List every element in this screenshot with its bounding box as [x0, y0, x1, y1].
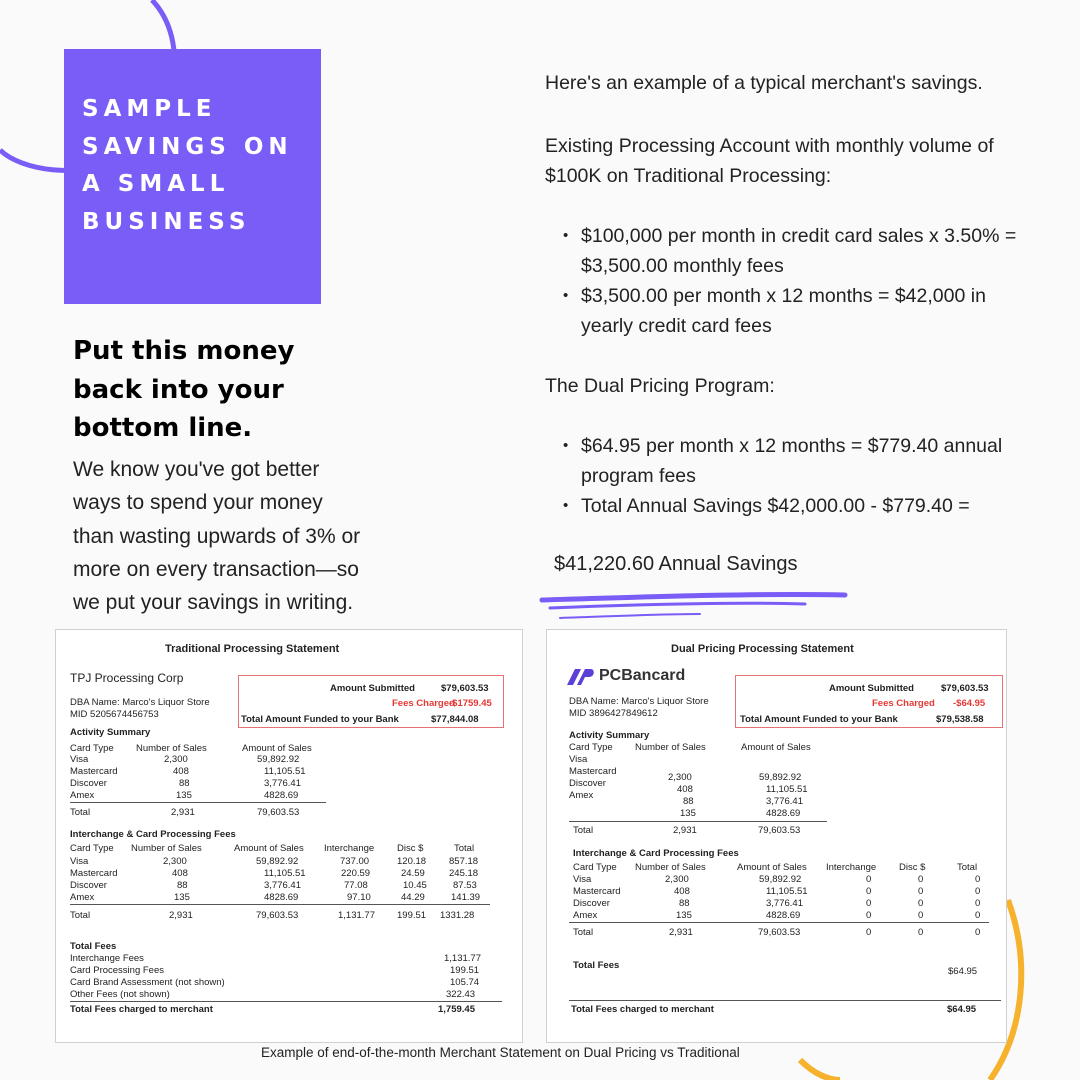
sales-amount: 4828.69 — [766, 910, 801, 921]
card-type: Amex — [70, 790, 95, 801]
company-name: TPJ Processing Corp — [70, 671, 184, 685]
sales-amount: 59,892.92 — [256, 856, 299, 867]
total-fees-heading: Total Fees — [70, 941, 117, 952]
card-type: Visa — [70, 856, 89, 867]
purple-underline-2 — [550, 603, 805, 608]
col-header: Amount of Sales — [234, 843, 304, 854]
sales-amount: 59,892.92 — [759, 772, 802, 783]
annual-savings: $41,220.60 Annual Savings — [554, 553, 798, 575]
fee-line-label: Other Fees (not shown) — [70, 989, 170, 1000]
fee-total: 0 — [975, 886, 981, 897]
title-line: A SMALL — [82, 171, 230, 197]
charged-value: 1,759.45 — [438, 1004, 475, 1015]
divider — [569, 1000, 1001, 1001]
sales-amount: 59,892.92 — [257, 754, 300, 765]
fee-total: 857.18 — [449, 856, 479, 867]
card-type: Discover — [70, 778, 107, 789]
body-copy — [73, 453, 423, 619]
total-interchange: 1,131.77 — [338, 910, 375, 921]
card-type: Mastercard — [569, 766, 617, 777]
total-count: 2,931 — [673, 825, 697, 836]
card-type: Amex — [569, 790, 594, 801]
fees-charged-label: Fees Charged — [872, 698, 935, 709]
fees-charged-value: -$1759.45 — [449, 698, 492, 709]
funded-label: Total Amount Funded to your Bank — [740, 714, 898, 725]
title-line: SAVINGS ON — [82, 133, 293, 160]
col-header: Card Type — [573, 862, 617, 873]
sales-count: 408 — [172, 868, 188, 879]
sales-amount: 3,776.41 — [264, 778, 301, 789]
statement-title: Dual Pricing Processing Statement — [671, 643, 854, 655]
title-line: BUSINESS — [82, 208, 251, 235]
sales-amount: 11,105.51 — [264, 868, 306, 879]
disc: 0 — [918, 874, 924, 885]
sales-count: 88 — [177, 880, 188, 891]
total-amount: 79,603.53 — [256, 910, 299, 921]
sales-count: 135 — [174, 892, 190, 903]
funded-value: $77,844.08 — [431, 714, 479, 725]
activity-heading: Activity Summary — [569, 730, 650, 741]
disc: 24.59 — [401, 868, 425, 879]
amount-submitted-value: $79,603.53 — [441, 683, 489, 694]
body-line: we put your savings in writing. — [73, 591, 354, 615]
fee-total: 0 — [975, 910, 981, 921]
interchange: 97.10 — [347, 892, 371, 903]
sales-amount: 4828.69 — [264, 790, 299, 801]
bullet-item — [563, 281, 1060, 341]
col-header: Amount of Sales — [737, 862, 807, 873]
col-header: Card Type — [569, 742, 613, 753]
divider — [70, 1001, 502, 1002]
charged-label: Total Fees charged to merchant — [571, 1004, 714, 1015]
card-type: Mastercard — [70, 766, 118, 777]
col-header: Interchange — [324, 843, 375, 854]
sales-count: 88 — [679, 898, 690, 909]
col-header: Amount of Sales — [242, 743, 312, 754]
fee-total: 0 — [975, 898, 981, 909]
total-amount: 79,603.53 — [758, 825, 801, 836]
headline-line: Put this money — [73, 336, 295, 366]
body-line: We know you've got better — [73, 458, 320, 481]
sales-count: 2,300 — [164, 754, 188, 765]
card-type: Discover — [70, 880, 107, 891]
interchange: 0 — [866, 886, 872, 897]
sales-count: 135 — [680, 808, 696, 819]
card-type: Amex — [573, 910, 598, 921]
interchange: 0 — [866, 874, 872, 885]
interchange: 77.08 — [344, 880, 368, 891]
fee-line-label: Card Brand Assessment (not shown) — [70, 977, 225, 988]
fee-line-value: 322.43 — [446, 989, 476, 1000]
existing-text: $100K on Traditional Processing: — [545, 165, 832, 187]
sales-count: 135 — [176, 790, 192, 801]
dual-pricing-statement — [546, 629, 1007, 1043]
existing-text: Existing Processing Account with monthly volume of — [545, 135, 994, 157]
sales-count: 135 — [676, 910, 692, 921]
total-disc: 0 — [918, 927, 924, 938]
col-header: Number of Sales — [635, 742, 706, 753]
headline-line: back into your — [73, 374, 284, 405]
fees-charged-label: Fees Charged — [392, 698, 455, 709]
funded-value: $79,538.58 — [936, 714, 984, 725]
body-line: than wasting upwards of 3% or — [73, 524, 361, 548]
sales-amount: 3,776.41 — [766, 898, 803, 909]
title-line: SAMPLE — [82, 96, 217, 122]
statement-title: Traditional Processing Statement — [165, 643, 340, 655]
brand-name: PCBancard — [599, 667, 686, 684]
sales-count: 88 — [179, 778, 190, 789]
purple-underline-1 — [542, 594, 845, 600]
col-header: Number of Sales — [635, 862, 706, 873]
col-header: Total — [454, 843, 475, 854]
col-header: Card Type — [70, 843, 114, 854]
fee-total: 0 — [975, 874, 981, 885]
headline-line: bottom line. — [73, 413, 253, 443]
bullet-text: program fees — [581, 465, 696, 487]
bullet-text: $3,500.00 monthly fees — [581, 255, 784, 277]
merchant-id: MID 5205674456753 — [70, 709, 159, 720]
activity-heading: Activity Summary — [70, 727, 151, 738]
fees-heading: Interchange & Card Processing Fees — [573, 848, 739, 859]
charged-value: $64.95 — [947, 1004, 977, 1015]
merchant-id: MID 3896427849612 — [569, 708, 658, 719]
bullet-text: • $3,500.00 per month x 12 months = $42,000 in — [581, 285, 986, 307]
disc: 0 — [918, 886, 924, 897]
pcbancard-logo-icon — [565, 667, 595, 687]
traditional-bullets — [563, 221, 1060, 341]
col-header: Interchange — [826, 862, 877, 873]
col-header: Disc $ — [899, 862, 926, 873]
statement-caption: Example of end-of-the-month Merchant Statement on Dual Pricing vs Traditional — [261, 1045, 740, 1060]
card-type: Visa — [573, 874, 592, 885]
card-type: Visa — [569, 754, 588, 765]
bullet-text: • $64.95 per month x 12 months = $779.40 annual — [581, 435, 1003, 457]
total-label: Total — [70, 910, 91, 921]
total-count: 2,931 — [669, 927, 693, 938]
interchange: 0 — [866, 910, 872, 921]
dual-heading: The Dual Pricing Program: — [545, 375, 775, 397]
bullet-text: yearly credit card fees — [581, 315, 772, 337]
total-fees-value: $64.95 — [948, 966, 978, 977]
fee-line-label: Card Processing Fees — [70, 965, 164, 976]
sales-amount: 4828.69 — [264, 892, 299, 903]
body-line: ways to spend your money — [73, 491, 323, 515]
headline — [73, 332, 373, 448]
bullet-item — [563, 431, 1060, 491]
dual-bullets — [563, 431, 1060, 521]
total-label: Total — [573, 927, 594, 938]
fee-total: 87.53 — [453, 880, 477, 891]
disc: 0 — [918, 910, 924, 921]
traditional-statement — [55, 629, 523, 1043]
card-type: Discover — [573, 898, 610, 909]
total-interchange: 0 — [866, 927, 872, 938]
dba-name: DBA Name: Marco's Liquor Store — [569, 696, 709, 707]
fees-heading: Interchange & Card Processing Fees — [70, 829, 236, 840]
amount-submitted-label: Amount Submitted — [829, 683, 914, 694]
sales-amount: 59,892.92 — [759, 874, 802, 885]
total-count: 2,931 — [169, 910, 193, 921]
fee-line-value: 105.74 — [450, 977, 480, 988]
fee-line-label: Interchange Fees — [70, 953, 144, 964]
amount-submitted-value: $79,603.53 — [941, 683, 989, 694]
bullet-text: • Total Annual Savings $42,000.00 - $779.40 = — [581, 495, 970, 517]
sales-count: 408 — [173, 766, 189, 777]
total-fees-heading: Total Fees — [573, 960, 620, 971]
sales-count: 408 — [677, 784, 693, 795]
col-header: Card Type — [70, 743, 114, 754]
sales-count: 408 — [674, 886, 690, 897]
savings-explanation — [545, 68, 1060, 521]
disc: 0 — [918, 898, 924, 909]
card-type: Mastercard — [70, 868, 118, 879]
intro-text: Here's an example of a typical merchant's savings. — [545, 72, 983, 94]
fee-line-value: 1,131.77 — [444, 953, 481, 964]
col-header: Disc $ — [397, 843, 424, 854]
disc: 120.18 — [397, 856, 427, 867]
sales-count: 2,300 — [668, 772, 692, 783]
card-type: Mastercard — [573, 886, 621, 897]
interchange: 0 — [866, 898, 872, 909]
bullet-text: • $100,000 per month in credit card sales x 3.50% = — [581, 225, 1017, 247]
title-box — [64, 49, 321, 304]
total-disc: 199.51 — [397, 910, 427, 921]
col-header: Number of Sales — [136, 743, 207, 754]
disc: 10.45 — [403, 880, 427, 891]
divider — [70, 802, 326, 803]
total-fees: 0 — [975, 927, 981, 938]
bullet-item — [563, 221, 1060, 281]
purple-underline-3 — [560, 614, 700, 618]
dba-name: DBA Name: Marco's Liquor Store — [70, 697, 210, 708]
col-header: Total — [957, 862, 978, 873]
sales-count: 88 — [683, 796, 694, 807]
divider — [569, 922, 989, 923]
fee-line-value: 199.51 — [450, 965, 480, 976]
divider — [569, 821, 827, 822]
total-count: 2,931 — [171, 807, 195, 818]
total-label: Total — [573, 825, 594, 836]
total-label: Total — [70, 807, 91, 818]
sales-amount: 3,776.41 — [766, 796, 803, 807]
card-type: Discover — [569, 778, 606, 789]
sales-amount: 11,105.51 — [766, 784, 808, 795]
disc: 44.29 — [401, 892, 425, 903]
amount-submitted-label: Amount Submitted — [330, 683, 415, 694]
divider — [70, 904, 490, 905]
sales-amount: 4828.69 — [766, 808, 801, 819]
bullet-item — [563, 491, 1060, 521]
total-amount: 79,603.53 — [758, 927, 801, 938]
fee-total: 245.18 — [449, 868, 479, 879]
sales-count: 2,300 — [163, 856, 187, 867]
body-line: more on every transaction—so — [73, 557, 359, 581]
col-header: Amount of Sales — [741, 742, 811, 753]
fee-total: 141.39 — [451, 892, 481, 903]
col-header: Number of Sales — [131, 843, 202, 854]
total-fees: 1331.28 — [440, 910, 475, 921]
sales-amount: 11,105.51 — [264, 766, 306, 777]
total-amount: 79,603.53 — [257, 807, 300, 818]
interchange: 220.59 — [341, 868, 371, 879]
interchange: 737.00 — [340, 856, 370, 867]
funded-label: Total Amount Funded to your Bank — [241, 714, 399, 725]
sales-count: 2,300 — [665, 874, 689, 885]
card-type: Visa — [70, 754, 89, 765]
card-type: Amex — [70, 892, 95, 903]
charged-label: Total Fees charged to merchant — [70, 1004, 213, 1015]
sales-amount: 11,105.51 — [766, 886, 808, 897]
sales-amount: 3,776.41 — [264, 880, 301, 891]
fees-charged-value: -$64.95 — [953, 698, 986, 709]
